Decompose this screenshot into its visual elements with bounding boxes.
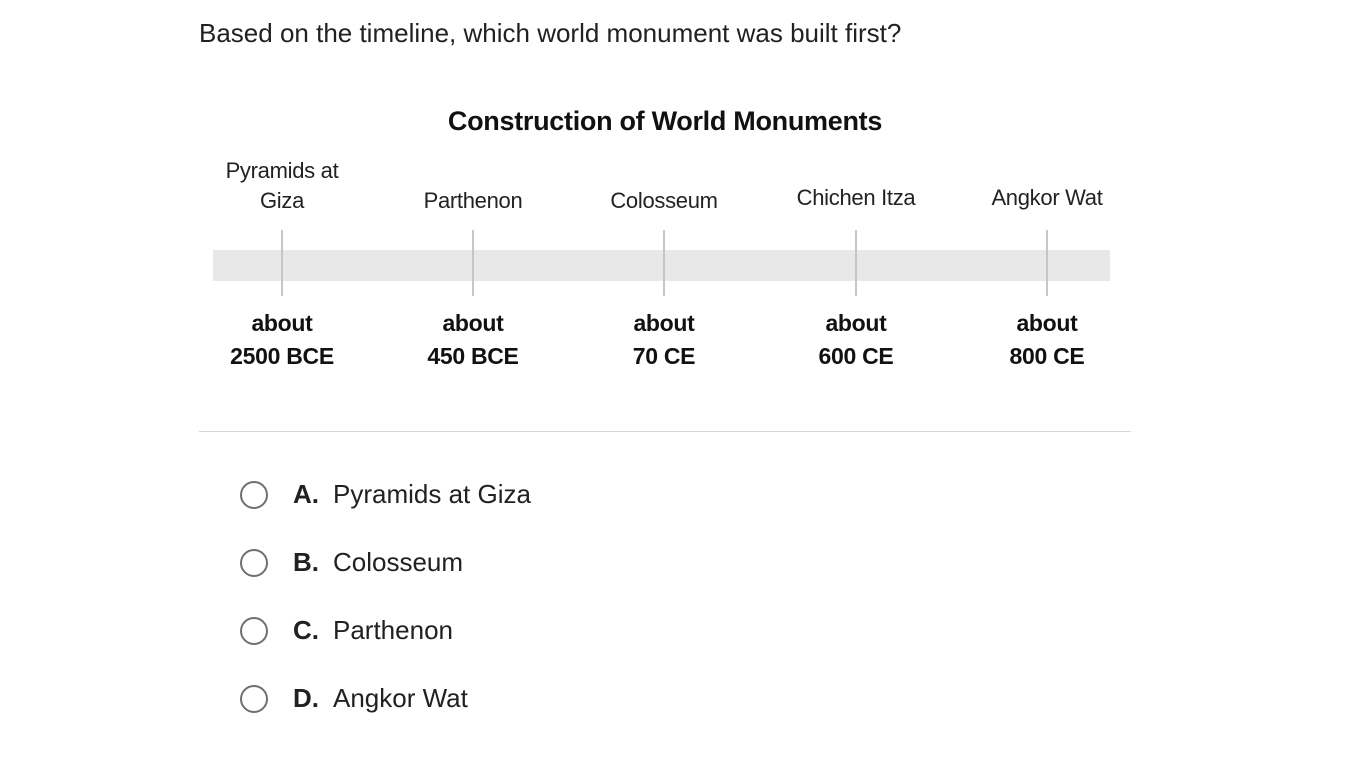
- option-letter: D.: [293, 683, 319, 713]
- option-label[interactable]: Pyramids at Giza: [333, 479, 531, 509]
- timeline-event-pyramids: [192, 92, 372, 392]
- event-date: about 600 CE: [818, 310, 894, 369]
- radio-button[interactable]: [240, 617, 268, 645]
- option-letter: C.: [293, 615, 319, 645]
- timeline-figure: [199, 92, 1131, 392]
- timeline-title: Construction of World Monuments: [447, 106, 883, 136]
- question-text: Based on the timeline, which world monument was built first?: [199, 18, 902, 48]
- event-date: about 2500 BCE: [230, 310, 334, 369]
- radio-button[interactable]: [240, 549, 268, 577]
- radio-button[interactable]: [240, 685, 268, 713]
- timeline-event-chichen-itza: [766, 92, 946, 392]
- timeline-event-parthenon: [383, 92, 563, 392]
- event-date: about 450 BCE: [427, 310, 519, 369]
- timeline-event-angkor-wat: [957, 92, 1137, 392]
- timeline-event-colosseum: [574, 92, 754, 392]
- event-name: Colosseum: [610, 188, 718, 213]
- event-name: Angkor Wat: [991, 185, 1103, 210]
- option-label[interactable]: Colosseum: [333, 547, 464, 577]
- event-tick: [281, 230, 283, 296]
- event-date: about 800 CE: [1009, 310, 1085, 369]
- answer-options: [238, 462, 531, 734]
- event-date: about 70 CE: [632, 310, 696, 369]
- event-name: Parthenon: [423, 188, 523, 213]
- option-a[interactable]: [238, 462, 531, 530]
- section-divider: [199, 431, 1131, 432]
- option-b[interactable]: [238, 530, 531, 598]
- event-tick: [472, 230, 474, 296]
- option-letter: B.: [293, 547, 319, 577]
- event-tick: [855, 230, 857, 296]
- event-tick: [1046, 230, 1048, 296]
- event-name: Pyramids at Giza: [225, 158, 339, 213]
- radio-button[interactable]: [240, 481, 268, 509]
- option-d[interactable]: [238, 666, 531, 734]
- option-letter: A.: [293, 479, 319, 509]
- option-label[interactable]: Angkor Wat: [333, 683, 468, 713]
- option-c[interactable]: [238, 598, 531, 666]
- event-name: Chichen Itza: [796, 185, 916, 210]
- event-tick: [663, 230, 665, 296]
- option-label[interactable]: Parthenon: [333, 615, 453, 645]
